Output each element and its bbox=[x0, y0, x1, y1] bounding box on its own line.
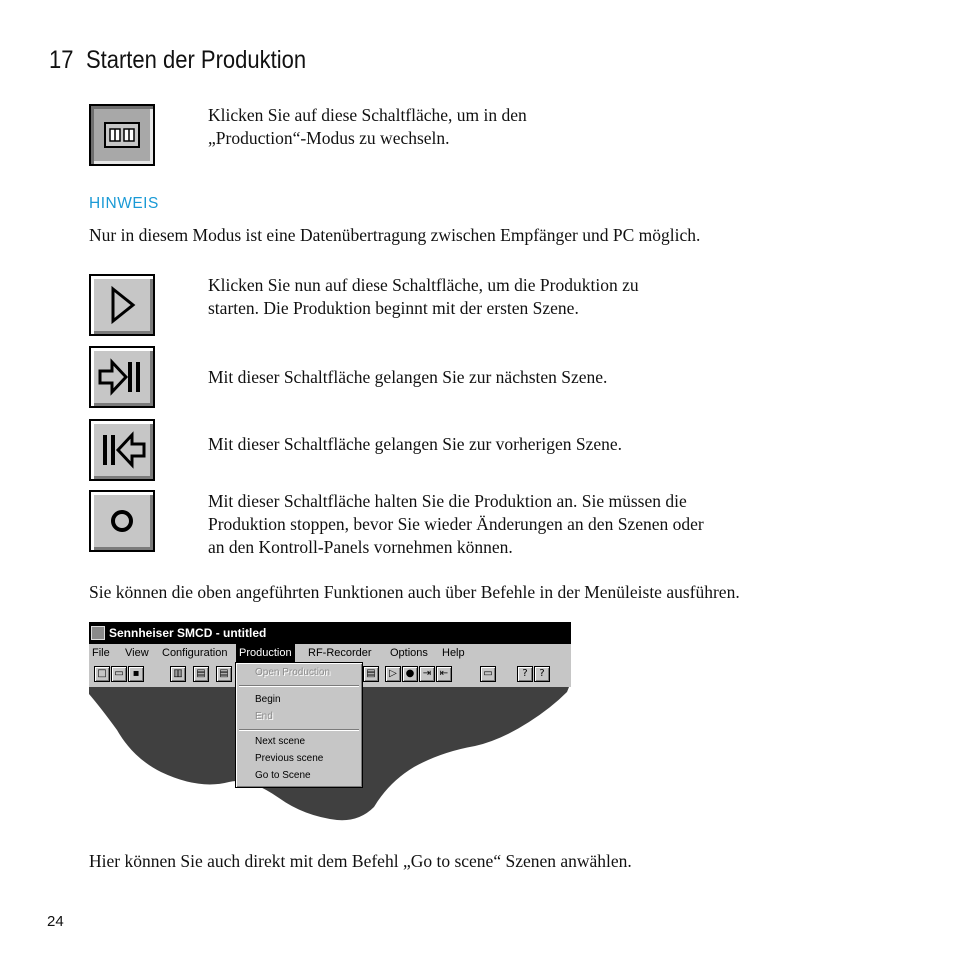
previous-scene-button[interactable] bbox=[89, 419, 155, 481]
play-icon bbox=[91, 276, 153, 334]
context-help-icon[interactable]: ? bbox=[534, 666, 550, 682]
next-scene-description: Mit dieser Schaltfläche gelangen Sie zur nächsten Szene. bbox=[208, 367, 608, 387]
stop-button[interactable] bbox=[89, 490, 155, 552]
production-mode-icon bbox=[91, 106, 153, 164]
menu-item-previous-scene[interactable]: Previous scene bbox=[255, 753, 324, 764]
window-titlebar bbox=[89, 622, 571, 644]
previous-scene-icon[interactable]: ⇤ bbox=[436, 666, 452, 682]
previous-scene-description: Mit dieser Schaltfläche gelangen Sie zur vorherigen Szene. bbox=[208, 434, 623, 454]
stop-icon[interactable]: ● bbox=[402, 666, 418, 682]
production-mode-button[interactable] bbox=[89, 104, 155, 166]
production-mode-icon[interactable]: ▤ bbox=[193, 666, 209, 682]
menu-rf-recorder[interactable]: RF-Recorder bbox=[308, 647, 372, 659]
menu-help[interactable]: Help bbox=[442, 647, 465, 659]
window-title: Sennheiser SMCD - untitled bbox=[109, 626, 267, 640]
menu-item-begin[interactable]: Begin bbox=[255, 694, 281, 705]
next-scene-icon[interactable]: ⇥ bbox=[419, 666, 435, 682]
monitor-icon[interactable]: ▭ bbox=[480, 666, 496, 682]
previous-scene-icon bbox=[91, 421, 153, 479]
toolbar-panel-icon[interactable]: ▤ bbox=[363, 666, 379, 682]
stop-icon bbox=[91, 492, 153, 550]
menu-item-end[interactable]: End bbox=[255, 711, 273, 722]
toolbar-mode-icon[interactable]: ▤ bbox=[216, 666, 232, 682]
note-label: HINWEIS bbox=[89, 195, 159, 212]
menu-production[interactable]: Production bbox=[236, 644, 295, 663]
save-icon[interactable]: ▪ bbox=[128, 666, 144, 682]
menu-item-open-production[interactable]: Open Production bbox=[255, 667, 331, 678]
play-icon[interactable]: ▷ bbox=[385, 666, 401, 682]
open-file-icon[interactable]: ▭ bbox=[111, 666, 127, 682]
menu-hint-text: Sie können die oben angeführten Funktionen auch über Befehle in der Menüleiste ausführen. bbox=[89, 582, 740, 602]
page-number: 24 bbox=[47, 913, 64, 930]
production-dropdown bbox=[235, 662, 363, 788]
menu-view[interactable]: View bbox=[125, 647, 149, 659]
app-icon bbox=[91, 626, 105, 640]
section-number: 17 bbox=[49, 46, 74, 74]
note-text: Nur in diesem Modus ist eine Datenübertragung zwischen Empfänger und PC möglich. bbox=[89, 225, 701, 245]
intro-text: Klicken Sie auf diese Schaltfläche, um in den „Production“-Modus zu wechseln. bbox=[208, 105, 527, 148]
next-scene-icon bbox=[91, 348, 153, 406]
new-file-icon[interactable]: □ bbox=[94, 666, 110, 682]
menu-configuration[interactable]: Configuration bbox=[162, 647, 228, 659]
help-icon[interactable]: ? bbox=[517, 666, 533, 682]
menu-separator bbox=[239, 729, 359, 731]
section-heading bbox=[49, 46, 306, 75]
panel-icon[interactable]: ▥ bbox=[170, 666, 186, 682]
section-title: Starten der Produktion bbox=[85, 46, 307, 74]
goto-hint-text: Hier können Sie auch direkt mit dem Befehl „Go to scene“ Szenen anwählen. bbox=[89, 851, 632, 871]
next-scene-button[interactable] bbox=[89, 346, 155, 408]
play-description: Klicken Sie nun auf diese Schaltfläche, um die Produktion zu starten. Die Produktion beginnt mit der ersten Szene. bbox=[208, 275, 639, 318]
menu-item-go-to-scene[interactable]: Go to Scene bbox=[255, 770, 311, 781]
stop-description: Mit dieser Schaltfläche halten Sie die Produktion an. Sie müssen die Produktion stoppen, bevor Sie wieder Änderungen an den Szenen oder an den Kontroll-Panels vornehmen können. bbox=[208, 491, 704, 557]
menu-item-next-scene[interactable]: Next scene bbox=[255, 736, 306, 747]
menu-bar bbox=[89, 644, 571, 663]
menu-file[interactable]: File bbox=[92, 647, 110, 659]
play-button[interactable] bbox=[89, 274, 155, 336]
menu-options[interactable]: Options bbox=[390, 647, 428, 659]
menu-separator bbox=[239, 685, 359, 687]
